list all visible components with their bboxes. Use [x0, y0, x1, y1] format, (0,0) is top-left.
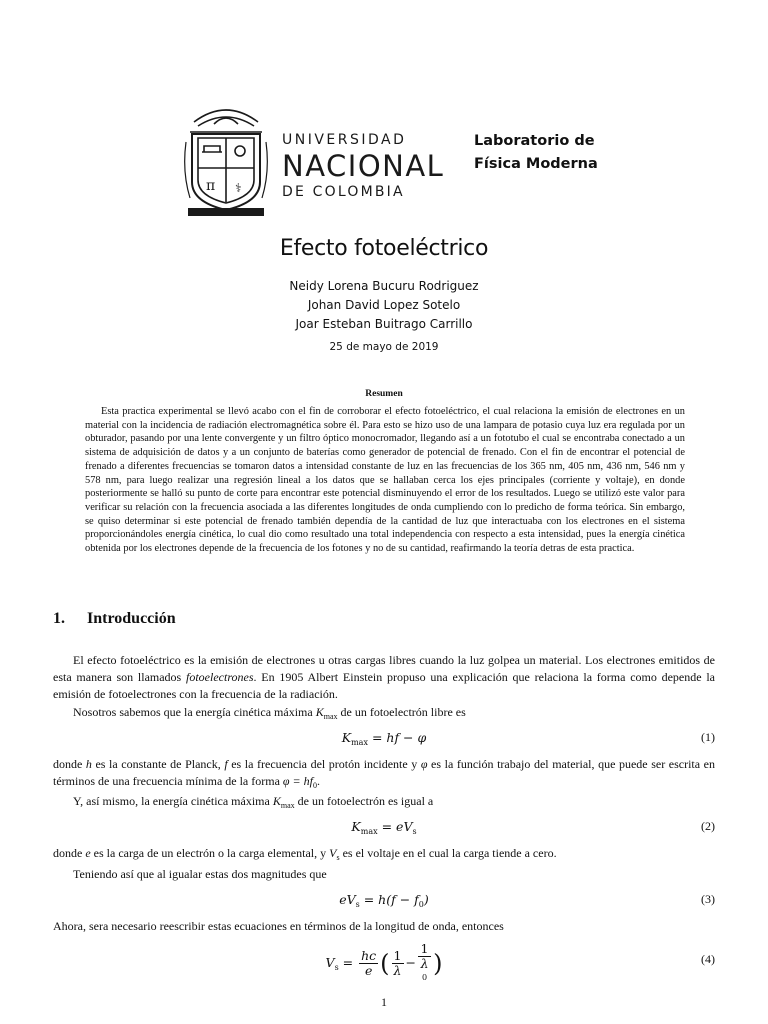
- author-2: Johan David Lopez Sotelo: [307, 298, 461, 312]
- section-number: 1.: [53, 610, 65, 627]
- university-line-2: NACIONAL: [282, 149, 445, 183]
- author-1: Neidy Lorena Bucuru Rodriguez: [289, 279, 479, 293]
- lab-line-2: Física Moderna: [474, 156, 598, 172]
- equation-number: (3): [701, 892, 715, 906]
- paragraph-7: Ahora, sera necesario reescribir estas ecuaciones en términos de la longitud de onda, entonces: [53, 919, 504, 933]
- university-line-3: DE COLOMBIA: [282, 184, 405, 200]
- equation-2: $K_{max} = eV_s$ (2): [351, 819, 715, 836]
- equation-number: (4): [701, 952, 715, 966]
- university-seal-icon: [184, 102, 268, 218]
- section-heading: [53, 610, 176, 628]
- paragraph-5: donde e es la carga de un electrón o la carga elemental, y $V_s$ es el voltaje en el cual la carga tiende a cero.: [53, 846, 557, 862]
- paragraph-3: donde h es la constante de Planck, f es la frecuencia del protón incidente y φ es la función trabajo del material, que puede ser escrita en términos de una frecuencia mínima de la forma $\varphi = hf_0$.: [53, 757, 715, 790]
- svg-text:π: π: [206, 178, 216, 194]
- author-3: Joar Esteban Buitrago Carrillo: [295, 317, 473, 331]
- university-header: [184, 102, 604, 222]
- paragraph-1: El efecto fotoeléctrico es la emisión de electrones u otras cargas libres cuando la luz golpea un material. Los electrones emitidos de esta manera son llamados fotoelectrones. En 1905 Albert Einstein propuso una explicación que relaciona la forma como depende la emisión de fotoelectrones con la frecuencia de la radiación.: [53, 653, 716, 701]
- abstract-heading: Resumen: [365, 389, 403, 399]
- svg-text:⚕: ⚕: [235, 181, 242, 195]
- paragraph-4: Y, así mismo, la energía cinética máxima $K_{max}$ de un fotoelectrón es igual a: [73, 794, 434, 810]
- equation-1: $K_{max}$ = hf − φ (1): [341, 730, 715, 747]
- authors: [0, 277, 768, 334]
- section-title: Introducción: [87, 610, 176, 627]
- paragraph-6: Teniendo así que al igualar estas dos magnitudes que: [73, 867, 327, 881]
- equation-number: (1): [701, 730, 715, 744]
- page-number: 1: [381, 995, 387, 1009]
- paragraph-2: Nosotros sabemos que la energía cinética máxima $K_{max}$ de un fotoelectrón libre es: [73, 705, 466, 721]
- abstract-text: Esta practica experimental se llevó acabo con el fin de corroborar el efecto fotoeléctrico, el cual relaciona la emisión de electrones en un material con la incidencia de radiación electromagnética sobre él. Para esto se hizo uso de una lampara de potasio cuya luz era regulada por un obturador, pasando por una lente convergente y un filtro óptico monocromador, llegando así a un fototubo el cual se encontraba conectado a un sistema de adquisición de datos y a un conjunto de baterías como generador de potencial de frenado. Con el fin de encontrar el potencial de frenado a diferentes frecuencias se tomaron datos a intensidad constante de luz en las frecuencias de los 365 nm, 405 nm, 436 nm, 546 nm y 578 nm, para luego realizar una regresión lineal a los datos que se hallaban cerca los ejes principales (corriente y voltaje), en donde posteriormente se halló su punto de corte para encontrar este potencial disminuyendo el error de los resultados. Luego se utilizó este valor para verificar su relación con la frecuencia asociada a las diferentes longitudes de onda cumpliendo con lo predicho de forma teórica. Sin embargo, se quiso determinar si este potencial de frenado también dependía de la cantidad de luz que interactuaba con los electrones en el sistema proporcionándoles energía cinética, lo cual dio como resultado una total independencia con respecto a esta intensidad, pues la energía cinética obtenida por los electrones depende de la frecuencia de los fotones y no de su cantidad, reafirmando la teoría detras de esta practica.: [85, 406, 685, 555]
- equation-3: $eV_s = h(f - f_0)$ (3): [339, 892, 715, 909]
- paper-title: Efecto fotoeléctrico: [279, 236, 489, 261]
- lab-line-1: Laboratorio de: [474, 133, 595, 149]
- equation-4: $V_s$ = $\frac{hc}{e}$ ( $\frac{1}{\lambda}$ − 1 λ 0 ) (4): [325, 941, 715, 982]
- university-line-1: UNIVERSIDAD: [282, 132, 407, 148]
- lab-name: [474, 130, 598, 176]
- university-name: [282, 132, 444, 200]
- paper-date: 25 de mayo de 2019: [329, 341, 439, 353]
- equation-number: (2): [701, 819, 715, 833]
